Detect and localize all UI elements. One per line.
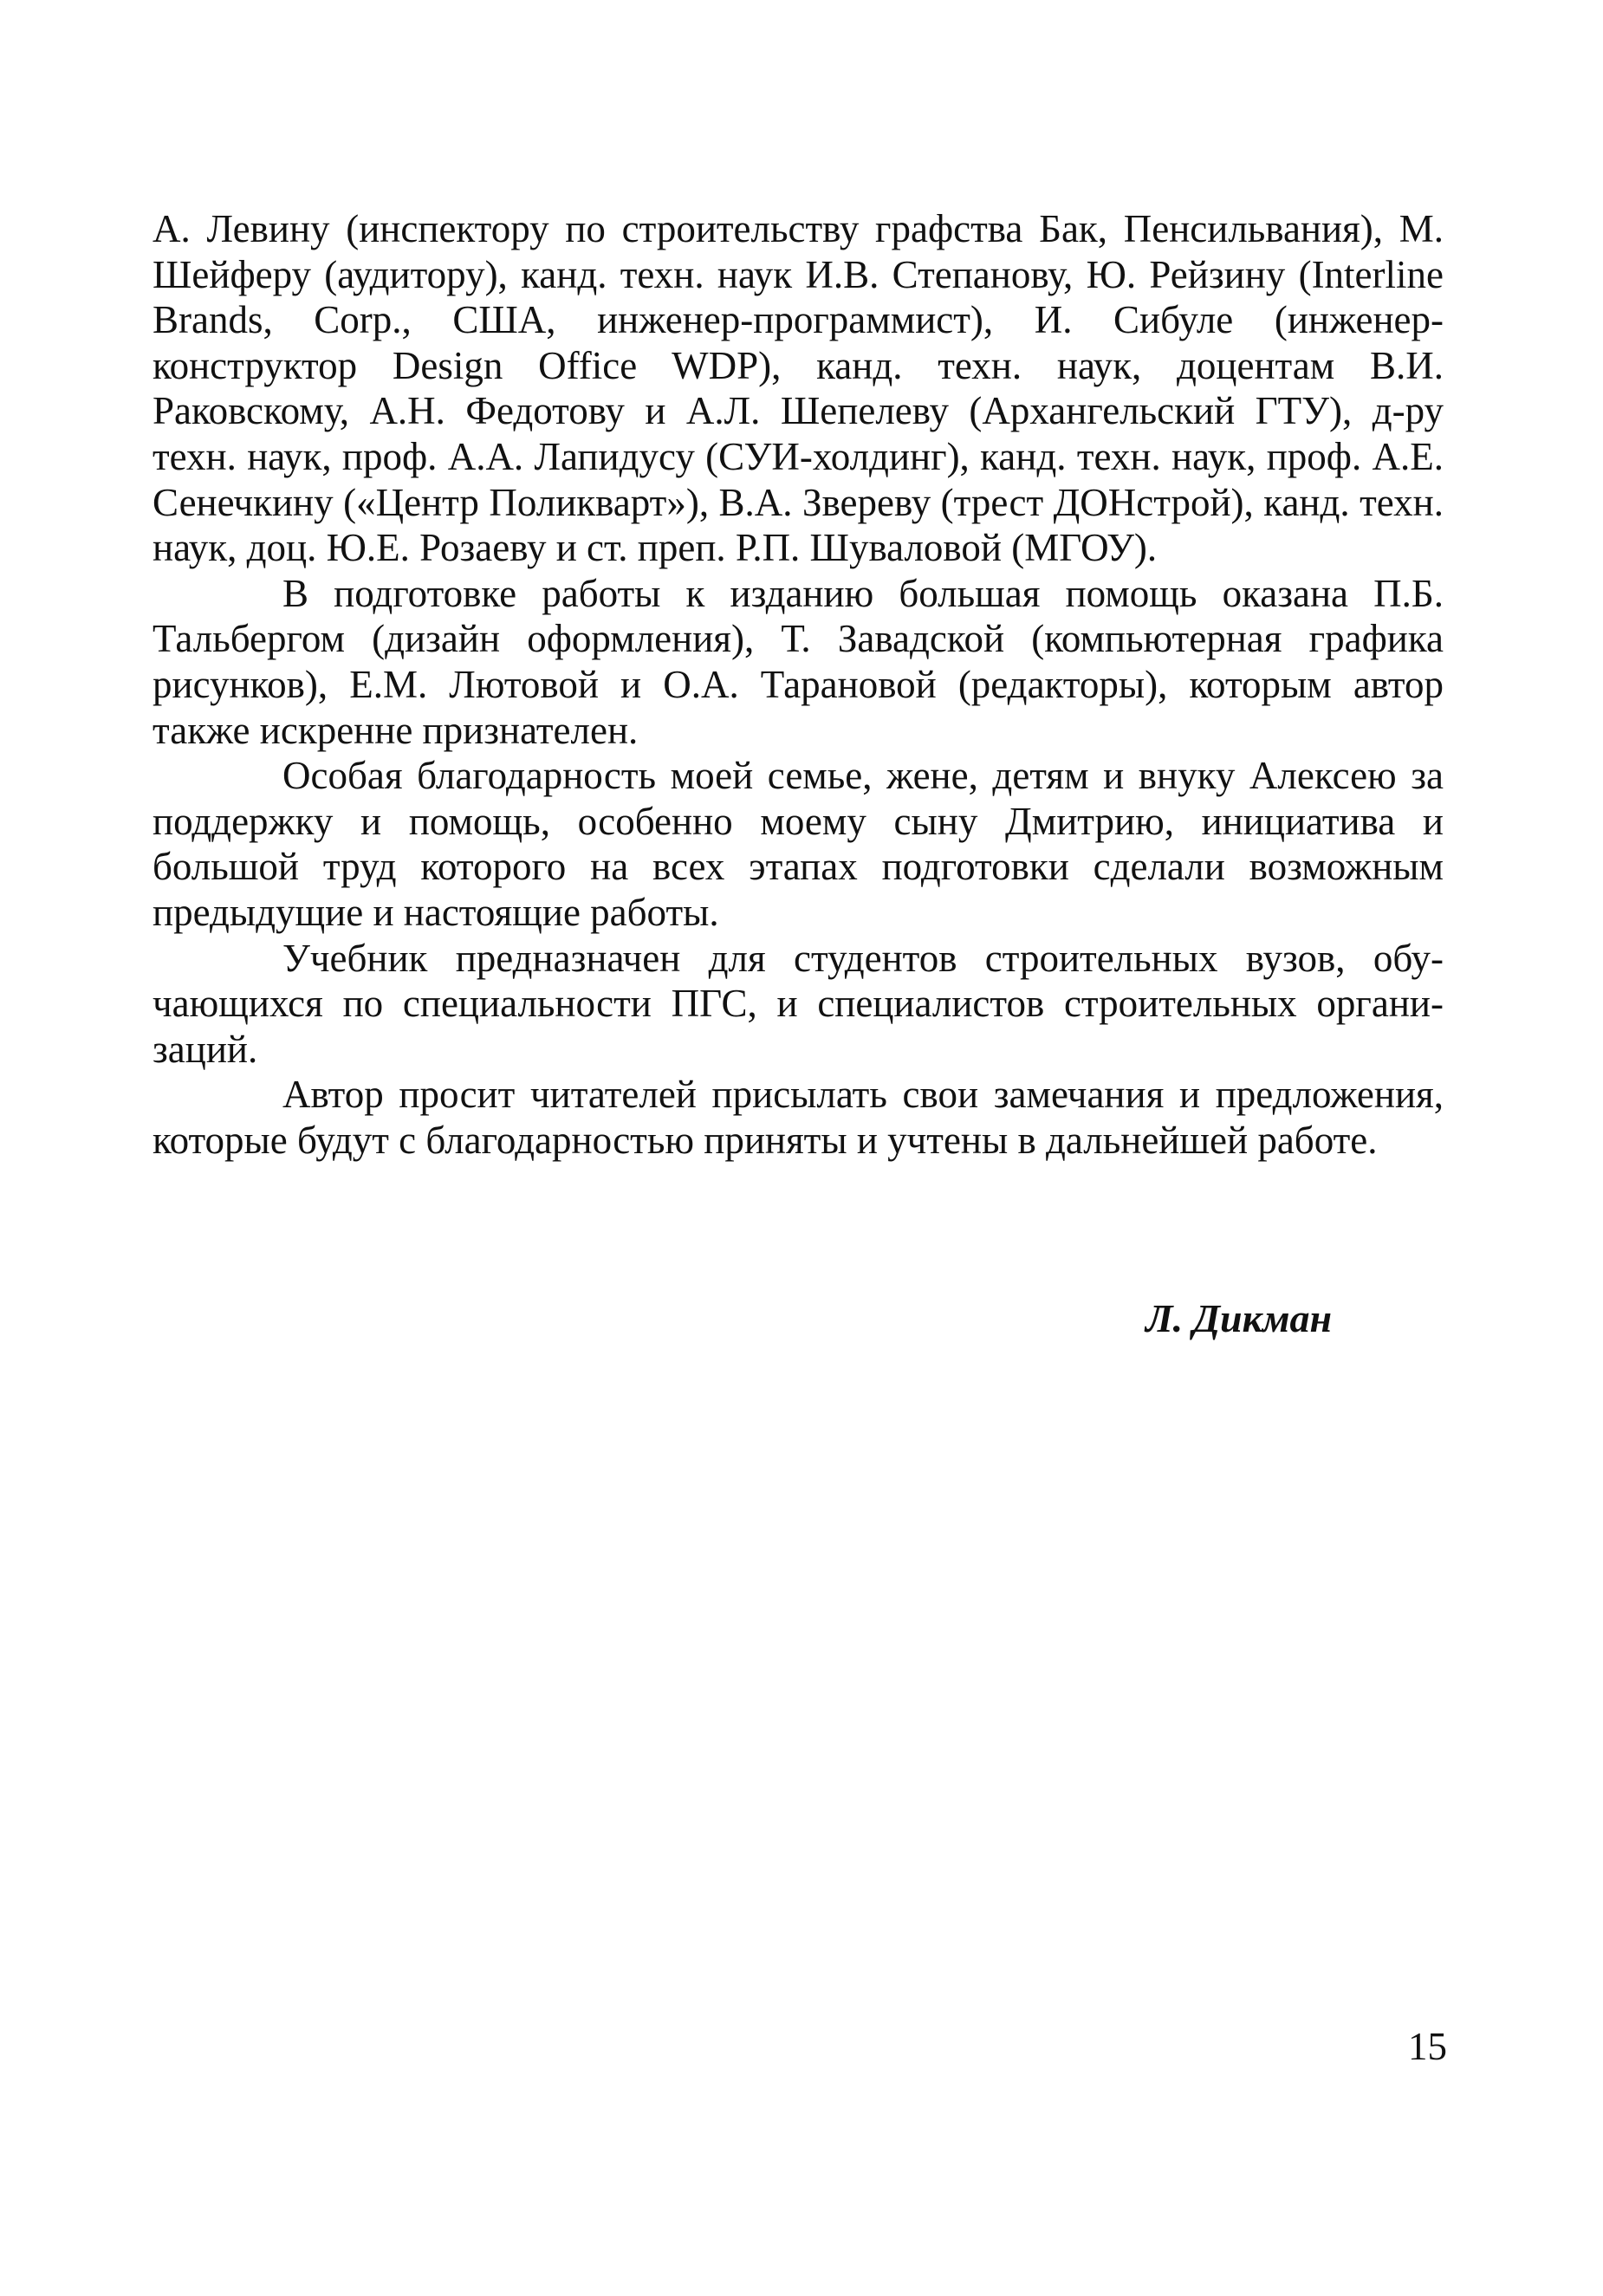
page-number: 15: [1408, 2025, 1447, 2068]
paragraph-publishing-help: В подготовке работы к изданию большая помощь оказана П.Б. Тальбергом (дизайн оформления), Т. Завадской (компьютерная графика рисунков), Е.М. Лютовой и О.А. Тарановой (редакторы), которым автор также искренне признателен.: [153, 571, 1444, 752]
paragraph-family-thanks: Особая благодарность моей семье, жене, детям и внуку Алексею за поддержку и помощь, особенно моему сыну Дмитрию, инициатива и большой труд которого на всех этапах подготовки сделали возможным предыдущие и настоящие работы.: [153, 754, 1444, 934]
body-text: [153, 206, 1444, 1163]
paragraph-feedback-request: Автор просит читателей присылать свои замечания и предложения, которые будут с благодарностью приняты и учтены в дальнейшей работе.: [153, 1073, 1444, 1162]
paragraph-acknowledgements-continued: А. Левину (инспектору по строительству графства Бак, Пенсильвания), М. Шейферу (аудитору), канд. техн. наук И.В. Степанову, Ю. Рейзину (Interline Brands, Corp., США, инженер-программист), И. Сибуле (инженер-конструктор Design Office WDP), канд. техн. наук, доцентам В.И. Раковскому, А.Н. Федотову и А.Л. Шепелеву (Архангельский ГТУ), д-ру техн. наук, проф. А.А. Лапидусу (СУИ-холдинг), канд. техн. наук, проф. А.Е. Сенечкину («Центр Поликварт»), В.А. Звереву (трест ДОНстрой), канд. техн. наук, доц. Ю.Е. Розаеву и ст. преп. Р.П. Шуваловой (МГОУ).: [153, 207, 1444, 570]
paragraph-target-audience: Учебник предназначен для студентов строительных вузов, обучающихся по специальности ПГС, и специалистов строительных организаций.: [153, 936, 1444, 1071]
author-signature: Л. Дикман: [1145, 1296, 1332, 1340]
